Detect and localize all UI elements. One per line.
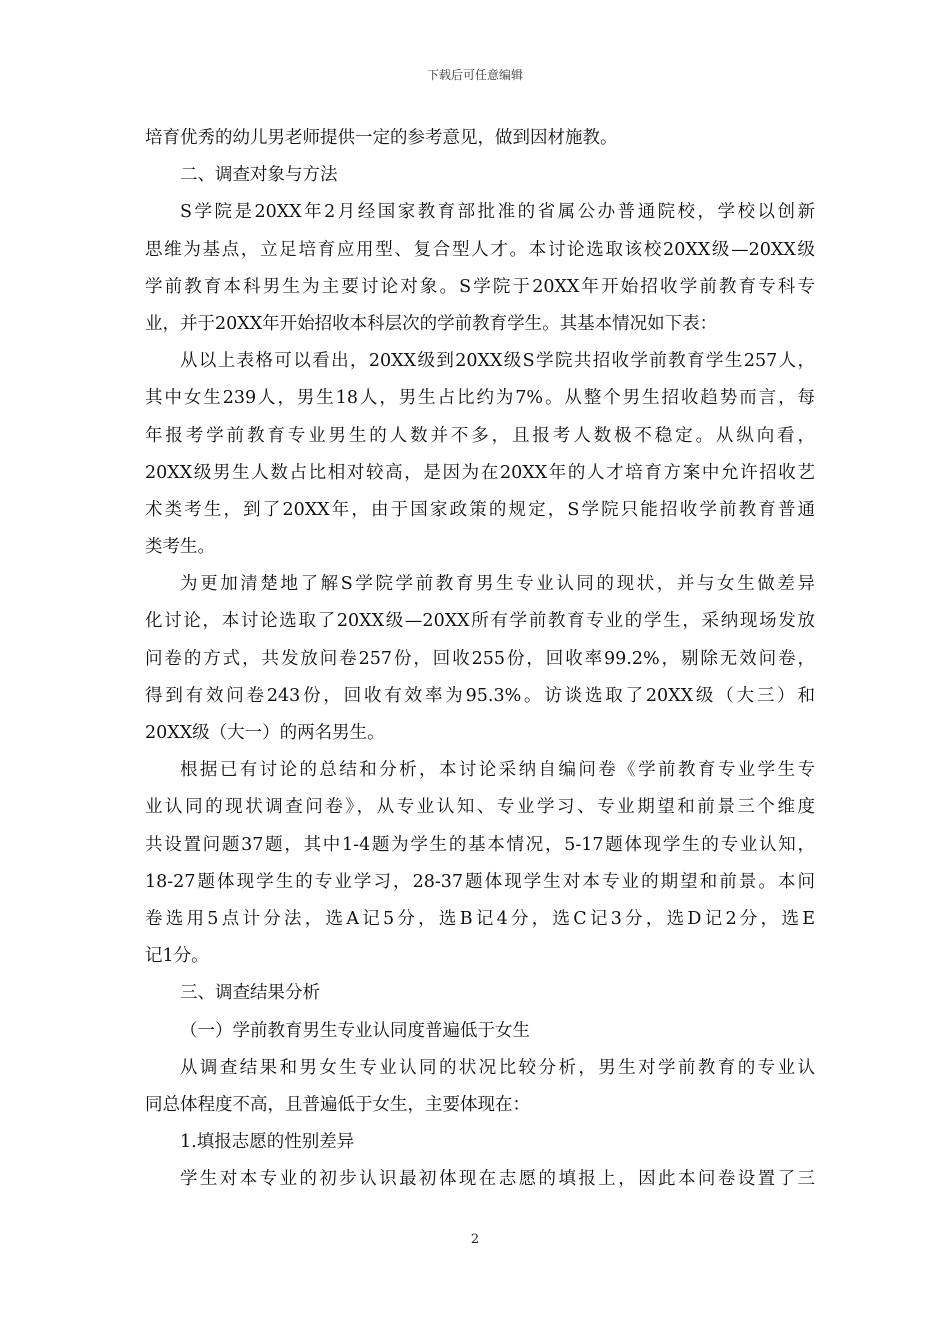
text-line: 共设置问题37题，其中1-4题为学生的基本情况，5-17题体现学生的专业认知， (145, 834, 815, 855)
text-line: 培育优秀的幼儿男老师提供一定的参考意见，做到因材施教。 (145, 128, 618, 148)
text-line: 根据已有讨论的总结和分析，本讨论采纳自编问卷《学前教育专业学生专 (180, 760, 815, 781)
text-line: （一）学前教育男生专业认同度普遍低于女生 (180, 1020, 530, 1041)
text-line: 类考生。 (145, 537, 215, 558)
text-line: 业，并于20XX年开始招收本科层次的学前教育学生。其基本情况如下表： (145, 313, 718, 334)
text-line: 从以上表格可以看出，20XX级到20XX级S学院共招收学前教育学生257人， (180, 351, 815, 372)
text-line: 18-27题体现学生的专业学习，28-37题体现学生对本专业的期望和前景。本问 (145, 871, 815, 892)
text-line: 1.填报志愿的性别差异 (180, 1132, 355, 1153)
page-number: 2 (470, 1232, 480, 1247)
text-line: 学生对本专业的初步认识最初体现在志愿的填报上，因此本问卷设置了三 (180, 1169, 815, 1190)
text-line: 术类考生，到了20XX年，由于国家政策的规定，S学院只能招收学前教育普通 (145, 499, 815, 520)
text-line: 卷选用5点计分法，选A记5分，选B记4分，选C记3分，选D记2分，选E (145, 908, 815, 929)
text-line: 问卷的方式，共发放问卷257份，回收255份，回收率99.2%，剔除无效问卷， (145, 648, 815, 669)
text-line: 同总体程度不高，且普遍低于女生，主要体现在： (145, 1094, 530, 1115)
text-line: 二、调查对象与方法 (180, 165, 338, 186)
text-line: 20XX级（大一）的两名男生。 (145, 723, 385, 743)
text-line: 化讨论，本讨论选取了20XX级—20XX所有学前教育专业的学生，采纳现场发放 (145, 611, 815, 632)
text-line: 为更加清楚地了解S学院学前教育男生专业认同的现状，并与女生做差异 (180, 574, 815, 595)
text-line: 从调查结果和男女生专业认同的状况比较分析，男生对学前教育的专业认 (180, 1057, 815, 1078)
text-line: 20XX级男生人数占比相对较高，是因为在20XX年的人才培育方案中允许招收艺 (145, 462, 815, 483)
text-line: 学前教育本科男生为主要讨论对象。S学院于20XX年开始招收学前教育专科专 (145, 276, 815, 297)
document-body (145, 120, 815, 1198)
text-line: 得到有效问卷243份，回收有效率为95.3%。访谈选取了20XX级（大三）和 (145, 685, 815, 706)
text-line: 三、调查结果分析 (180, 983, 320, 1004)
text-line: 业认同的现状调查问卷》，从专业认知、专业学习、专业期望和前景三个维度 (145, 797, 815, 818)
text-line: 年报考学前教育专业男生的人数并不多，且报考人数极不稳定。从纵向看， (145, 425, 815, 446)
text-line: 记1分。 (145, 946, 209, 967)
text-line: 其中女生239人，男生18人，男生占比约为7%。从整个男生招收趋势而言，每 (145, 388, 815, 409)
text-line: 思维为基点，立足培育应用型、复合型人才。本讨论选取该校20XX级—20XX级 (145, 239, 815, 260)
text-line: S学院是20XX年2月经国家教育部批准的省属公办普通院校，学校以创新 (180, 202, 815, 223)
page-header: 下载后可任意编辑 (426, 68, 523, 82)
